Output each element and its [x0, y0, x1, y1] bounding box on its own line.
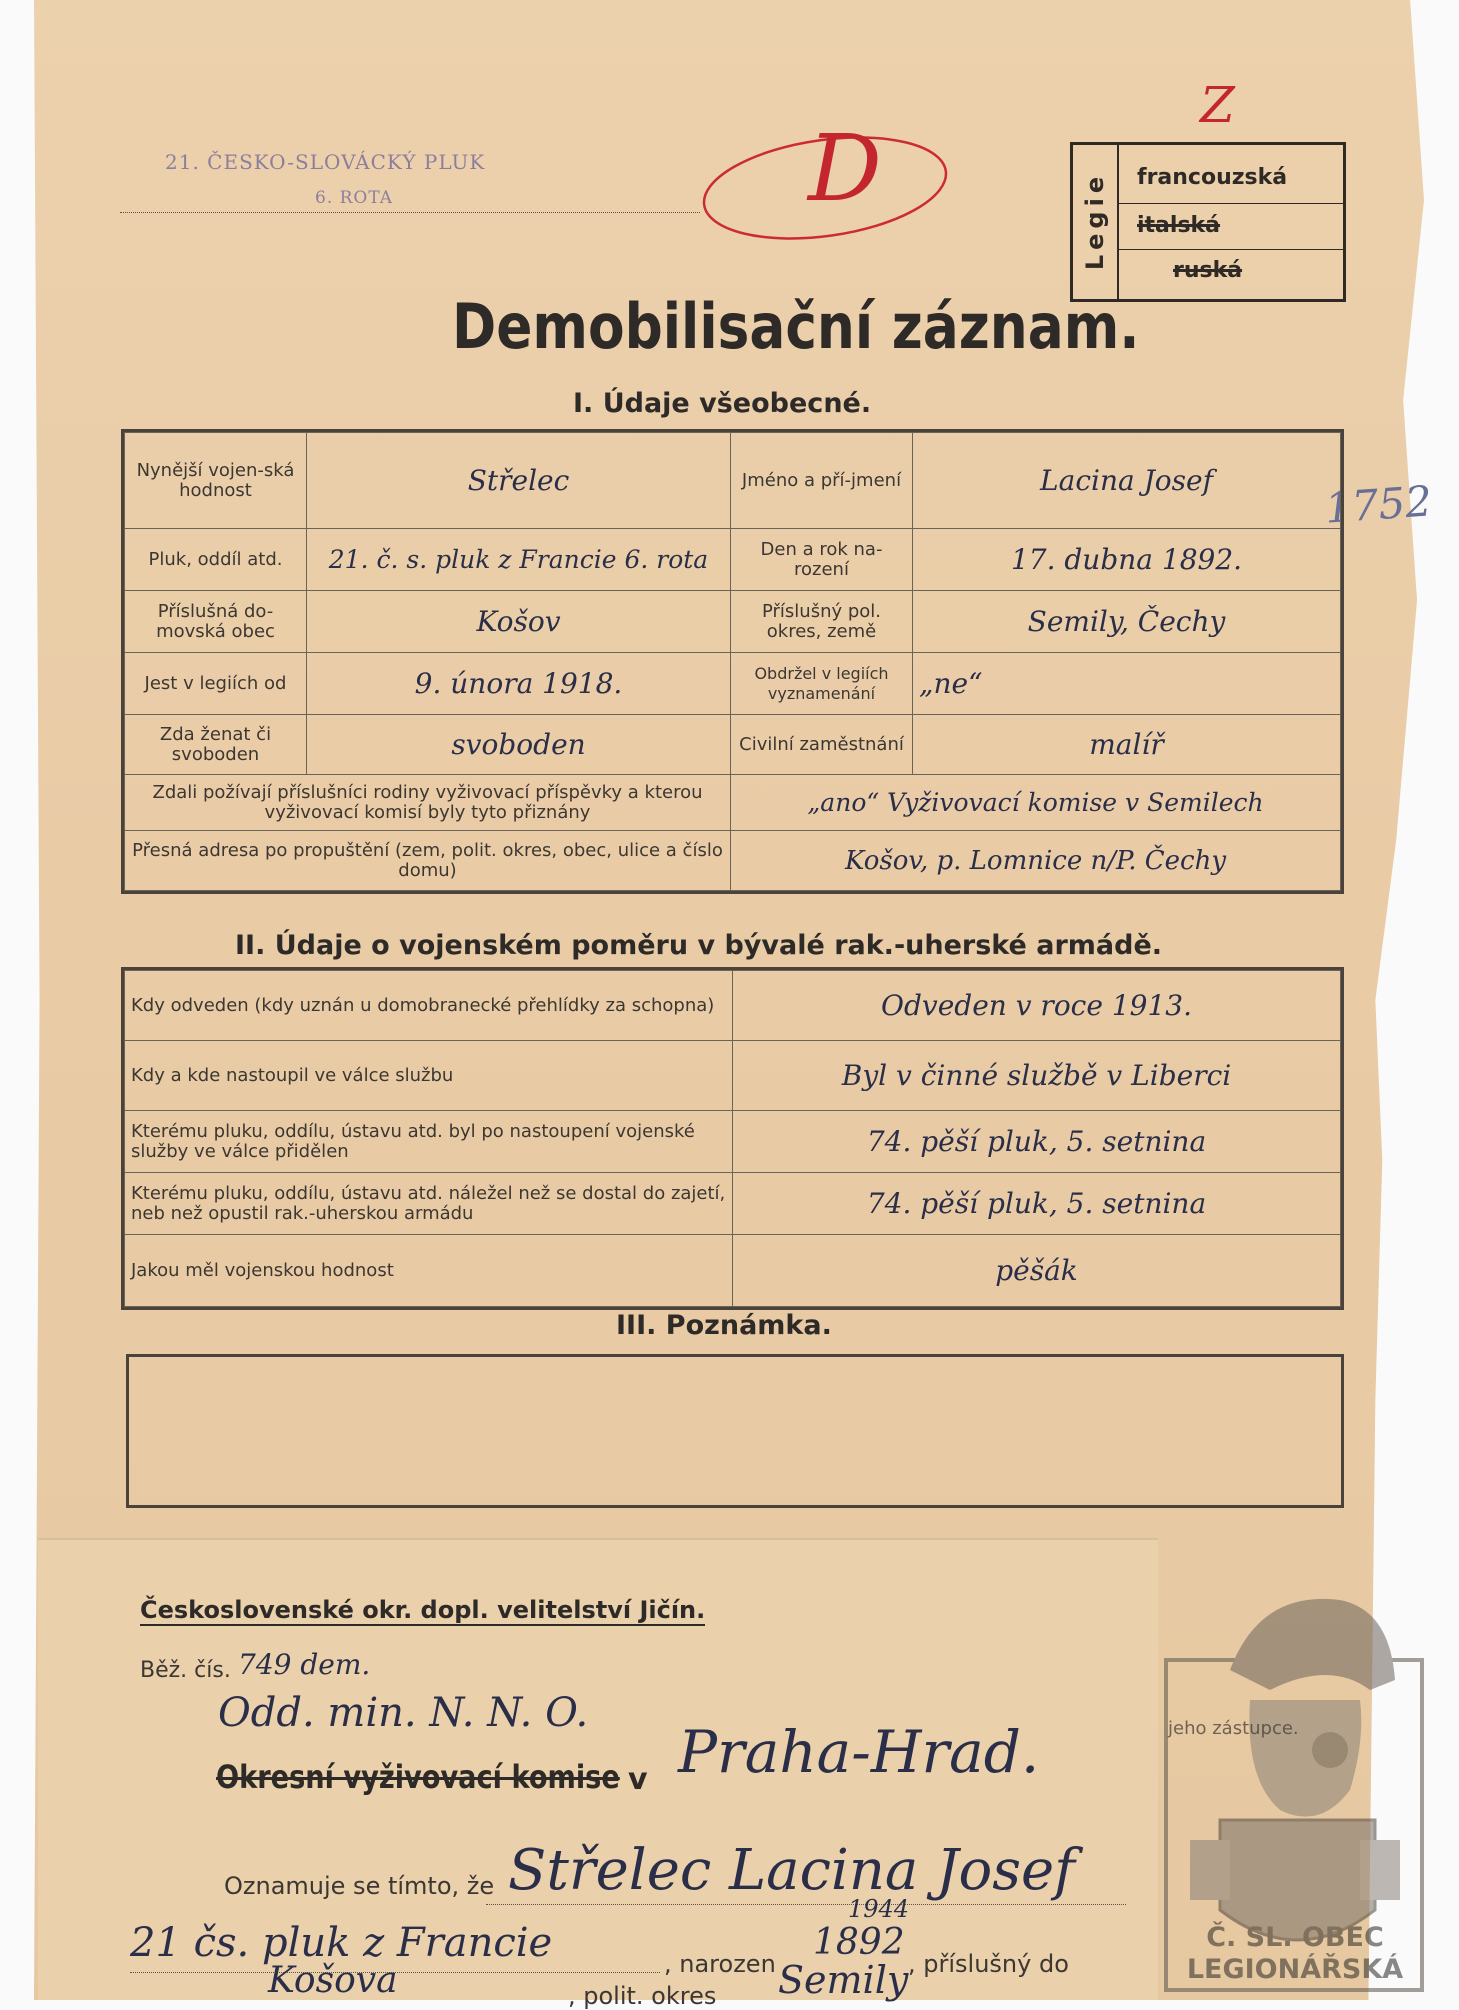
- value-marital: svoboden: [307, 715, 731, 775]
- value-awards: „ne“: [913, 653, 1341, 715]
- label-awards: Obdržel v legiích vyznamenání: [731, 653, 913, 715]
- margin-number: 1752: [1323, 476, 1434, 533]
- value-district: Semily, Čechy: [913, 591, 1341, 653]
- value-occupation: malíř: [913, 715, 1341, 775]
- note-box: [126, 1354, 1344, 1508]
- slip-representative: jeho zástupce.: [1168, 1718, 1299, 1739]
- label-marital: Zda ženat či svoboden: [125, 715, 307, 775]
- top-red-mark: Z: [1200, 76, 1235, 134]
- slip-place: Praha-Hrad.: [678, 1718, 1040, 1786]
- header-rule: [120, 212, 700, 213]
- slip-office: Československé okr. dopl. velitelství Jičín.: [140, 1596, 706, 1624]
- legie-divider-1: [1119, 203, 1343, 204]
- document-title: Demobilisační záznam.: [452, 290, 1140, 363]
- value-home-town: Košov: [307, 591, 731, 653]
- table-row: [125, 591, 1341, 653]
- regiment-stamp-line2: 6. ROTA: [315, 188, 394, 208]
- legie-option-french: francouzská: [1137, 165, 1288, 190]
- value-legion-since: 9. února 1918.: [307, 653, 731, 715]
- slip-birth-year: 1892: [813, 1922, 905, 1963]
- watermark-line1: Č. SL. OBEC: [1206, 1922, 1384, 1953]
- label-first-unit: Kterému pluku, oddílu, ústavu atd. byl po nastoupení vojenské služby ve válce přidělen: [125, 1111, 733, 1173]
- label-conscripted: Kdy odveden (kdy uznán u domobranecké přehlídky za schopna): [125, 971, 733, 1041]
- table-row: [125, 775, 1341, 831]
- military-record-table: [124, 970, 1341, 1307]
- table-row: [125, 1111, 1341, 1173]
- regiment-stamp-line1: 21. ČESKO-SLOVÁCKÝ PLUK: [165, 150, 486, 174]
- general-data-table: [124, 432, 1341, 891]
- label-rank: Nynější vojen-ská hodnost: [125, 433, 307, 529]
- slip-handwritten-office: Odd. min. N. N. O.: [218, 1690, 589, 1736]
- legie-option-italian: italská: [1137, 213, 1221, 238]
- label-address: Přesná adresa po propuštění (zem, polit. okres, obec, ulice a číslo domu): [125, 831, 731, 891]
- value-rank: Střelec: [307, 433, 731, 529]
- slip-announce: Oznamuje se tímto, že: [224, 1872, 495, 1900]
- slip-town: Košova: [268, 1960, 398, 2001]
- table-row: [125, 971, 1341, 1041]
- slip-belongs-label: , příslušný do: [908, 1950, 1069, 1978]
- section3-heading: III. Poznámka.: [616, 1310, 832, 1341]
- label-birth: Den a rok na-rození: [731, 529, 913, 591]
- slip-unit: 21 čs. pluk z Francie: [130, 1920, 553, 1966]
- value-military-rank: pěšák: [733, 1235, 1341, 1307]
- legie-label-cell: [1073, 145, 1119, 299]
- table-row: [125, 715, 1341, 775]
- table-row: [125, 831, 1341, 891]
- value-regiment: 21. č. s. pluk z Francie 6. rota: [307, 529, 731, 591]
- slip-born-label: , narozen: [664, 1950, 776, 1978]
- slip-v: v: [628, 1762, 648, 1797]
- legie-box: [1070, 142, 1346, 302]
- label-military-rank: Jakou měl vojenskou hodnost: [125, 1235, 733, 1307]
- label-occupation: Civilní zaměstnání: [731, 715, 913, 775]
- table-row: [125, 1173, 1341, 1235]
- legie-option-russian: ruská: [1173, 258, 1243, 283]
- table-row: [125, 653, 1341, 715]
- slip-birth-year-alt: 1944: [848, 1895, 910, 1923]
- value-address: Košov, p. Lomnice n/P. Čechy: [731, 831, 1341, 891]
- label-family-support: Zdali požívají příslušníci rodiny vyživovací příspěvky a kterou vyživovací komisí byly tyto přiznány: [125, 775, 731, 831]
- table-row: [125, 529, 1341, 591]
- label-regiment: Pluk, oddíl atd.: [125, 529, 307, 591]
- table-row: [125, 433, 1341, 529]
- value-conscripted: Odveden v roce 1913.: [733, 971, 1341, 1041]
- table-row: [125, 1235, 1341, 1307]
- label-name: Jméno a pří-jmení: [731, 433, 913, 529]
- slip-commission: Okresní vyživovací komise: [216, 1758, 620, 1796]
- label-legion-since: Jest v legiích od: [125, 653, 307, 715]
- slip-district: Semily: [778, 1958, 909, 2002]
- section2-heading: II. Údaje o vojenském poměru v bývalé rak.-uherské armádě.: [235, 930, 1163, 961]
- value-first-unit: 74. pěší pluk, 5. setnina: [733, 1111, 1341, 1173]
- value-last-unit: 74. pěší pluk, 5. setnina: [733, 1173, 1341, 1235]
- label-last-unit: Kterému pluku, oddílu, ústavu atd. náležel než se dostal do zajetí, neb než opustil rak.-uherskou armádu: [125, 1173, 733, 1235]
- legie-divider-2: [1119, 249, 1343, 250]
- value-birth: 17. dubna 1892.: [913, 529, 1341, 591]
- slip-ref-label: Běž. čís.: [140, 1658, 231, 1683]
- legie-label: Legie: [1081, 171, 1109, 271]
- label-home-town: Příslušná do-movská obec: [125, 591, 307, 653]
- notification-slip: [38, 1540, 1158, 2010]
- value-family-support: „ano“ Vyživovací komise v Semilech: [731, 775, 1341, 831]
- note-text: [129, 1357, 1341, 1377]
- slip-name-line: [486, 1904, 1126, 1905]
- slip-ref-value: 749 dem.: [238, 1648, 371, 1681]
- label-service-start: Kdy a kde nastoupil ve válce službu: [125, 1041, 733, 1111]
- label-district: Příslušný pol. okres, země: [731, 591, 913, 653]
- section1-heading: I. Údaje všeobecné.: [573, 388, 872, 419]
- value-name: Lacina Josef: [913, 433, 1341, 529]
- slip-district-label: , polit. okres: [568, 1982, 717, 2010]
- slip-soldier-name: Střelec Lacina Josef: [508, 1838, 1075, 1903]
- legion-watermark: [1160, 1550, 1430, 2000]
- red-letter-mark: D: [808, 115, 882, 222]
- table-row: [125, 1041, 1341, 1111]
- value-service-start: Byl v činné službě v Liberci: [733, 1041, 1341, 1111]
- watermark-line2: LEGIONÁŘSKÁ: [1186, 1954, 1404, 1985]
